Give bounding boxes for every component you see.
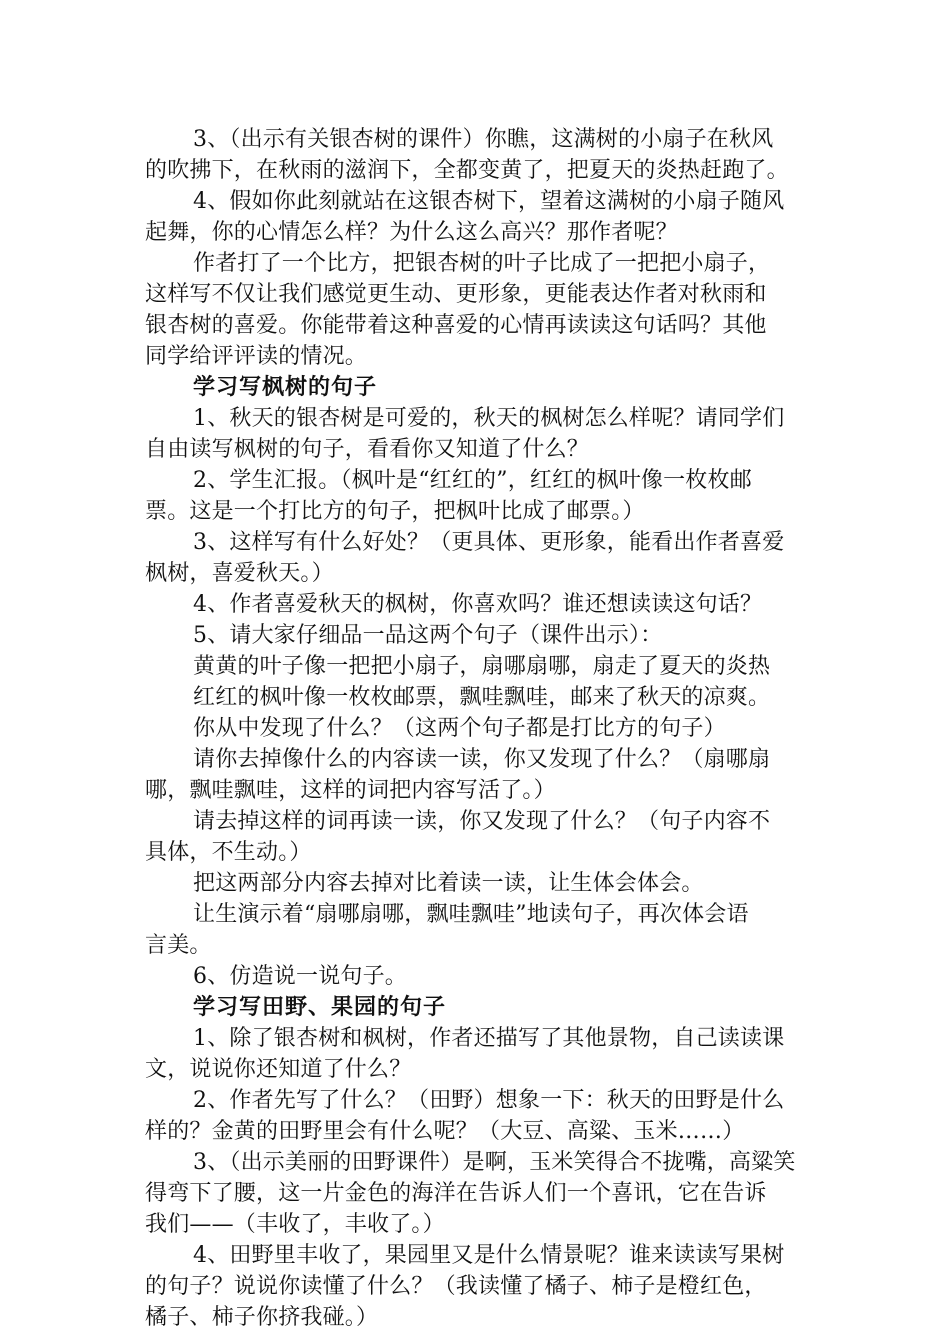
text-line: 4、假如你此刻就站在这银杏树下，望着这满树的小扇子随风 (193, 189, 785, 214)
text-line: 4、作者喜爱秋天的枫树，你喜欢吗？谁还想读读这句话？ (193, 592, 763, 617)
text-line: 1、秋天的银杏树是可爱的，秋天的枫树怎么样呢？请同学们 (193, 406, 785, 431)
text-line: 3、这样写有什么好处？（更具体、更形象，能看出作者喜爱 (193, 530, 785, 555)
text-line: 样的？金黄的田野里会有什么呢？（大豆、高粱、玉米……） (145, 1119, 745, 1144)
text-line: 6、仿造说一说句子。 (193, 964, 407, 989)
text-line: 具体，不生动。） (145, 840, 312, 865)
text-line: 3、（出示美丽的田野课件）是啊，玉米笑得合不拢嘴，高粱笑 (193, 1150, 796, 1175)
text-line: 请去掉这样的词再读一读，你又发现了什么？（句子内容不 (193, 809, 771, 834)
text-line: 作者打了一个比方，把银杏树的叶子比成了一把把小扇子， (193, 251, 771, 276)
text-line: 1、除了银杏树和枫树，作者还描写了其他景物，自己读读课 (193, 1026, 785, 1051)
text-line: 5、请大家仔细品一品这两个句子（课件出示）： (193, 623, 663, 648)
text-line: 言美。 (145, 933, 212, 958)
text-line: 这样写不仅让我们感觉更生动、更形象，更能表达作者对秋雨和 (145, 282, 767, 307)
text-line: 文，说说你还知道了什么？ (145, 1057, 412, 1082)
text-line: 4、田野里丰收了，果园里又是什么情景呢？谁来读读写果树 (193, 1243, 785, 1268)
text-line: 起舞，你的心情怎么样？为什么这么高兴？那作者呢？ (145, 220, 678, 245)
section-heading: 学习写枫树的句子 (193, 374, 378, 400)
text-line: 红红的枫叶像一枚枚邮票，飘哇飘哇，邮来了秋天的凉爽。 (193, 685, 771, 710)
text-line: 3、（出示有关银杏树的课件）你瞧，这满树的小扇子在秋风 (193, 127, 774, 152)
text-line: 2、学生汇报。（枫叶是“红红的”，红红的枫叶像一枚枚邮 (193, 468, 752, 493)
text-line: 让生演示着“扇哪扇哪，飘哇飘哇”地读句子，再次体会语 (193, 902, 749, 927)
text-line: 请你去掉像什么的内容读一读，你又发现了什么？（扇哪扇 (193, 747, 771, 772)
text-line: 得弯下了腰，这一片金色的海洋在告诉人们一个喜讯，它在告诉 (145, 1181, 767, 1206)
text-line: 票。这是一个打比方的句子，把枫叶比成了邮票。） (145, 499, 645, 524)
text-line: 同学给评评读的情况。 (145, 344, 368, 369)
text-line: 的吹拂下，在秋雨的滋润下，全都变黄了，把夏天的炎热赶跑了。 (145, 158, 789, 183)
text-line: 我们——（丰收了，丰收了。） (145, 1212, 445, 1237)
text-line: 2、作者先写了什么？（田野）想象一下：秋天的田野是什么 (193, 1088, 785, 1113)
text-line: 的句子？说说你读懂了什么？（我读懂了橘子、柿子是橙红色， (145, 1274, 767, 1299)
text-line: 自由读写枫树的句子，看看你又知道了什么？ (145, 437, 590, 462)
text-line: 黄黄的叶子像一把把小扇子，扇哪扇哪，扇走了夏天的炎热 (193, 654, 771, 679)
section-heading: 学习写田野、果园的句子 (193, 994, 447, 1020)
text-line: 你从中发现了什么？（这两个句子都是打比方的句子） (193, 716, 726, 741)
text-line: 橘子、柿子你挤我碰。） (145, 1305, 379, 1330)
text-line: 枫树，喜爱秋天。） (145, 561, 334, 586)
text-line: 哪，飘哇飘哇，这样的词把内容写活了。） (145, 778, 556, 803)
text-line: 把这两部分内容去掉对比着读一读，让生体会体会。 (193, 871, 704, 896)
text-line: 银杏树的喜爱。你能带着这种喜爱的心情再读读这句话吗？其他 (145, 313, 767, 338)
